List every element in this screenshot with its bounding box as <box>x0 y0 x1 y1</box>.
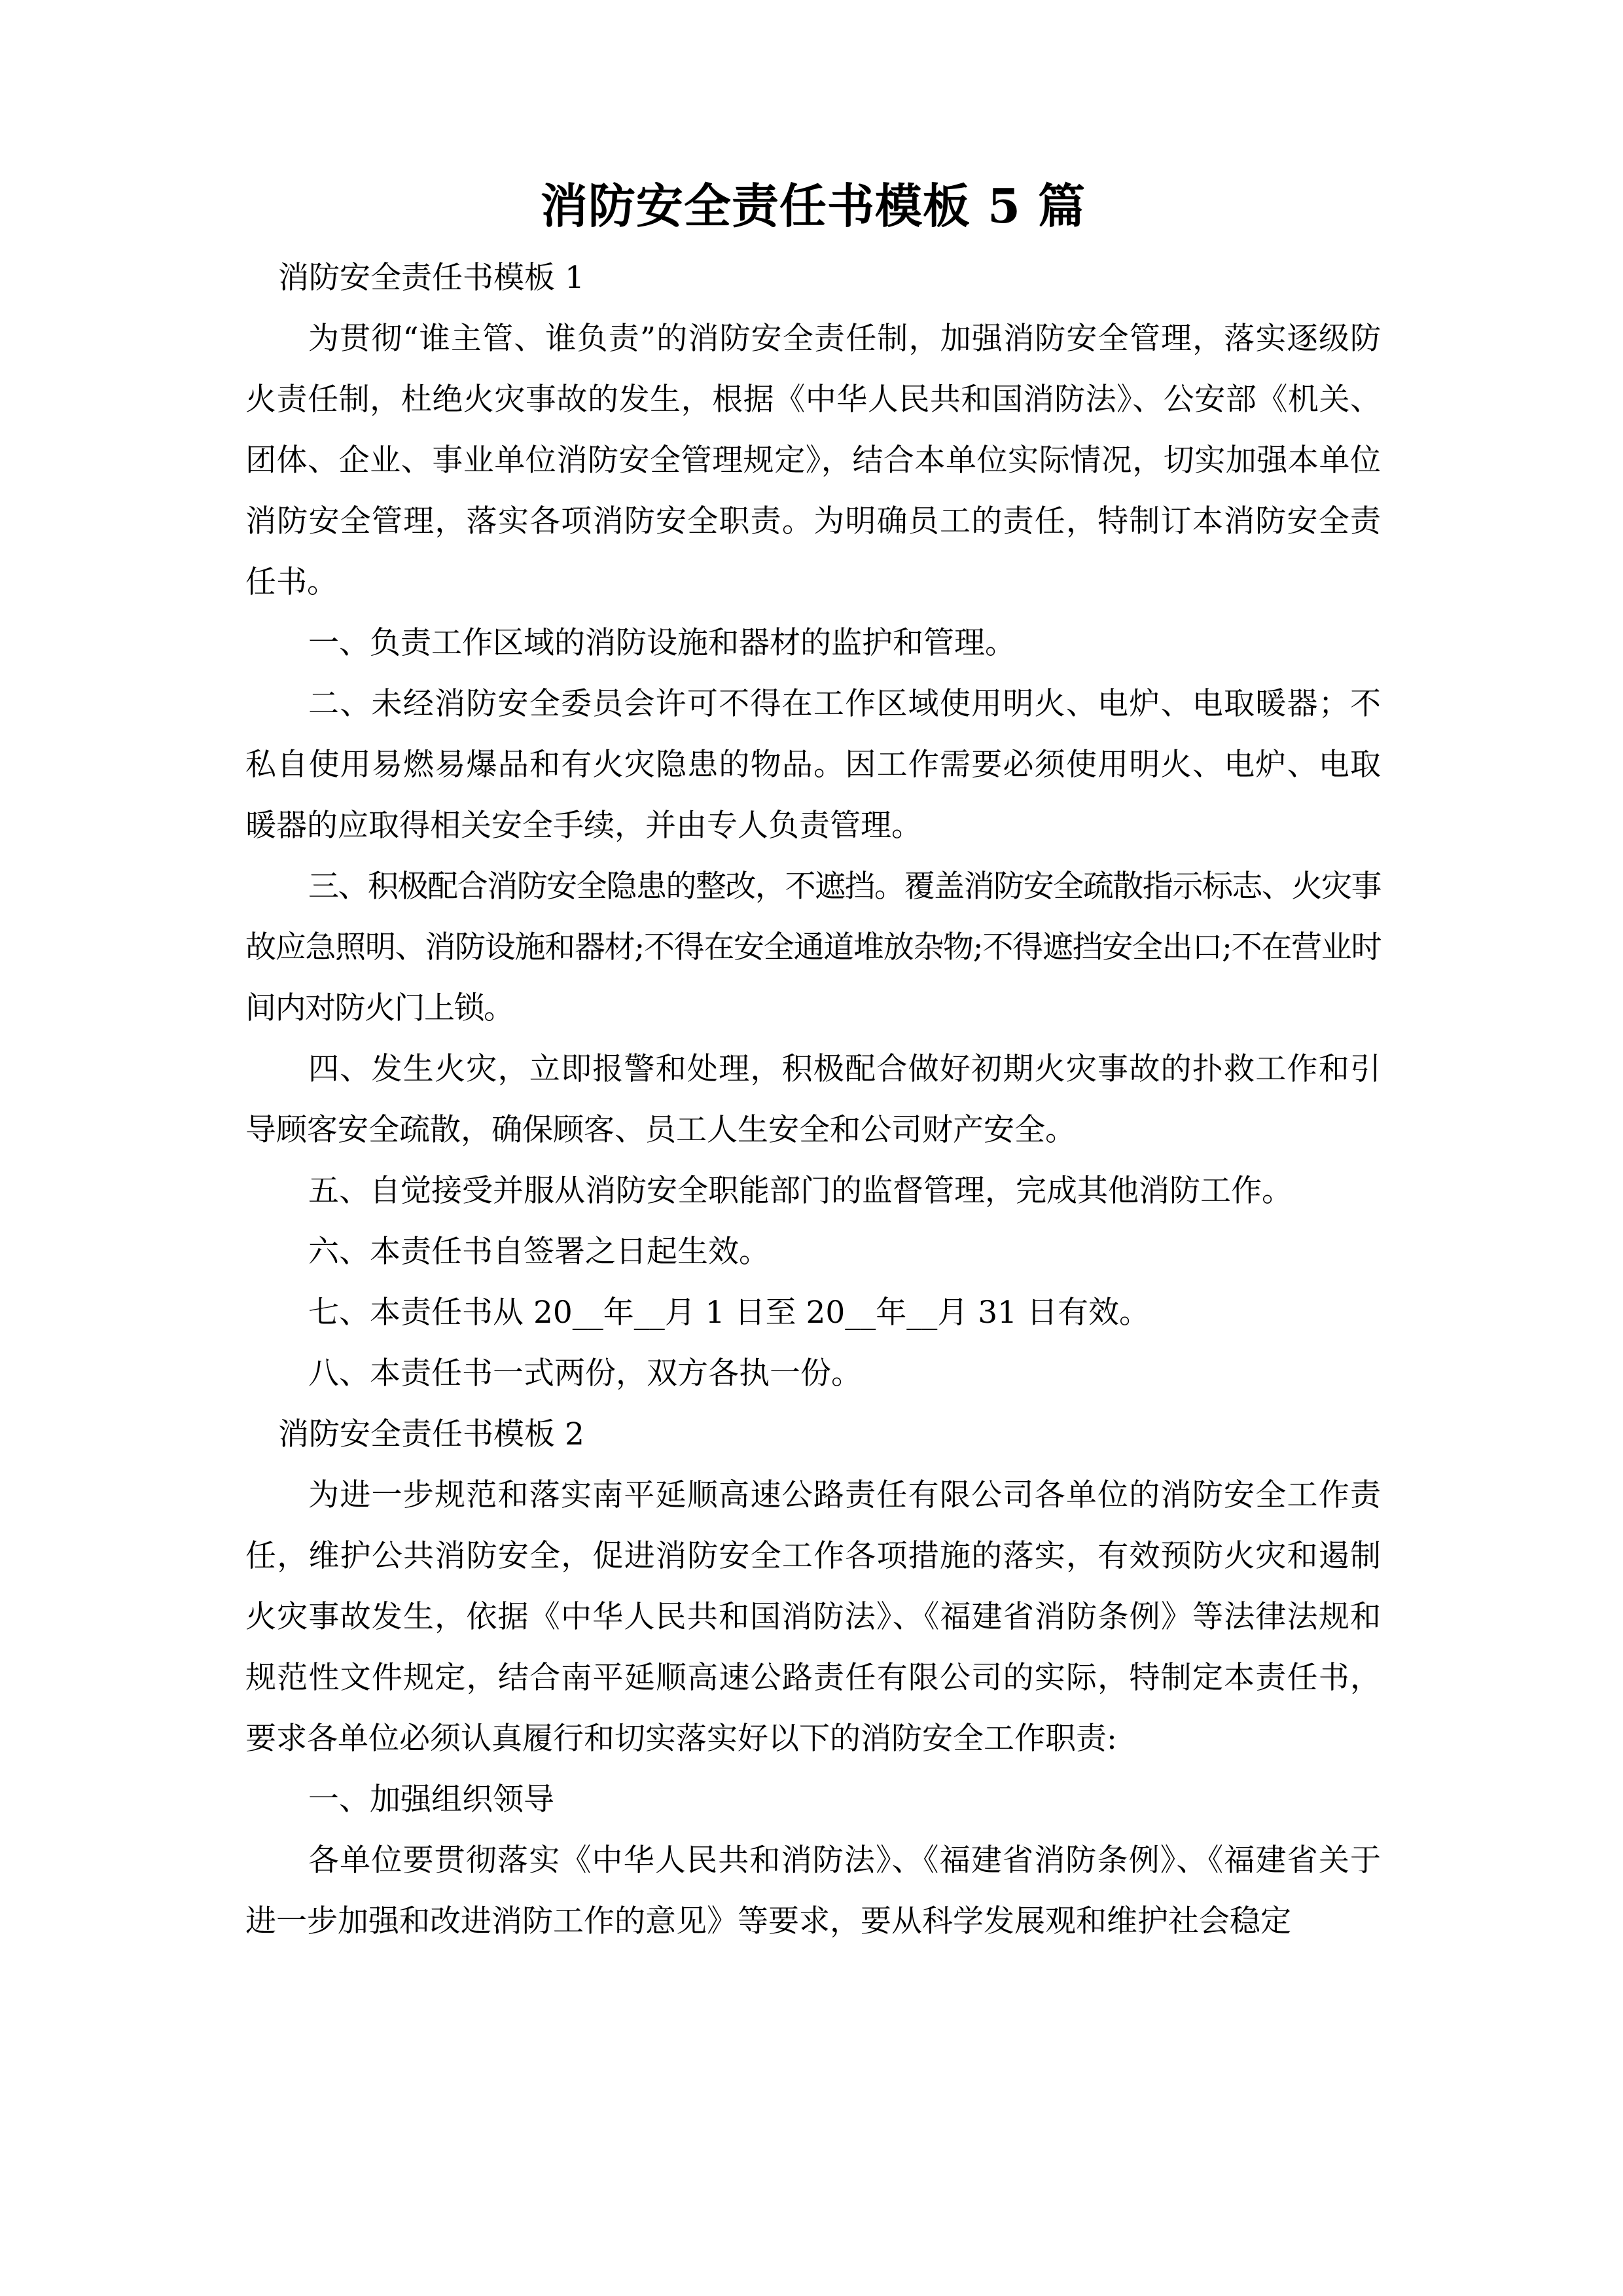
paragraph: 为进一步规范和落实南平延顺高速公路责任有限公司各单位的消防安全工作责任，维护公共消防安全，促进消防安全工作各项措施的落实，有效预防火灾和遏制火灾事故发生，依据《中华人民共和国消防法》、《福建省消防条例》等法律法规和规范性文件规定，结合南平延顺高速公路责任有限公司的实际，特制定本责任书，要求各单位必须认真履行和切实落实好以下的消防安全工作职责: <box>245 1477 1381 1757</box>
paragraph: 六、本责任书自签署之日起生效。 <box>308 1234 770 1270</box>
paragraph: 二、未经消防安全委员会许可不得在工作区域使用明火、电炉、电取暖器；不私自使用易燃易爆品和有火灾隐患的物品。因工作需要必须使用明火、电炉、电取暖器的应取得相关安全手续，并由专人负责管理。 <box>245 686 1381 844</box>
paragraph: 七、本责任书从 20__年__月 1 日至 20__年__月 31 日有效。 <box>308 1295 1150 1331</box>
section-heading-2: 消防安全责任书模板 2 <box>278 1416 584 1452</box>
paragraph: 三、积极配合消防安全隐患的整改，不遮挡。覆盖消防安全疏散指示标志、火灾事故应急照明、消防设施和器材;不得在安全通道堆放杂物;不得遮挡安全出口;不在营业时间内对防火门上锁。 <box>245 869 1381 1026</box>
page-title: 消防安全责任书模板 5 篇 <box>540 178 1086 234</box>
paragraph: 四、发生火灾，立即报警和处理，积极配合做好初期火灾事故的扑救工作和引导顾客安全疏散，确保顾客、员工人生安全和公司财产安全。 <box>245 1051 1381 1148</box>
paragraph: 八、本责任书一式两份，双方各执一份。 <box>308 1355 862 1391</box>
section-heading-1: 消防安全责任书模板 1 <box>278 260 584 296</box>
paragraph: 为贯彻“谁主管、谁负责”的消防安全责任制，加强消防安全管理，落实逐级防火责任制，杜绝火灾事故的发生，根据《中华人民共和国消防法》、公安部《机关、团体、企业、事业单位消防安全管理规定》，结合本单位实际情况，切实加强本单位消防安全管理，落实各项消防安全职责。为明确员工的责任，特制订本消防安全责任书。 <box>245 321 1381 600</box>
paragraph: 一、负责工作区域的消防设施和器材的监护和管理。 <box>308 625 1016 661</box>
paragraph: 五、自觉接受并服从消防安全职能部门的监督管理，完成其他消防工作。 <box>308 1173 1293 1209</box>
document-content <box>245 177 1381 1952</box>
paragraph: 一、加强组织领导 <box>308 1782 554 1818</box>
paragraph: 各单位要贯彻落实《中华人民共和消防法》、《福建省消防条例》、《福建省关于进一步加强和改进消防工作的意见》等要求，要从科学发展观和维护社会稳定 <box>245 1842 1381 1939</box>
